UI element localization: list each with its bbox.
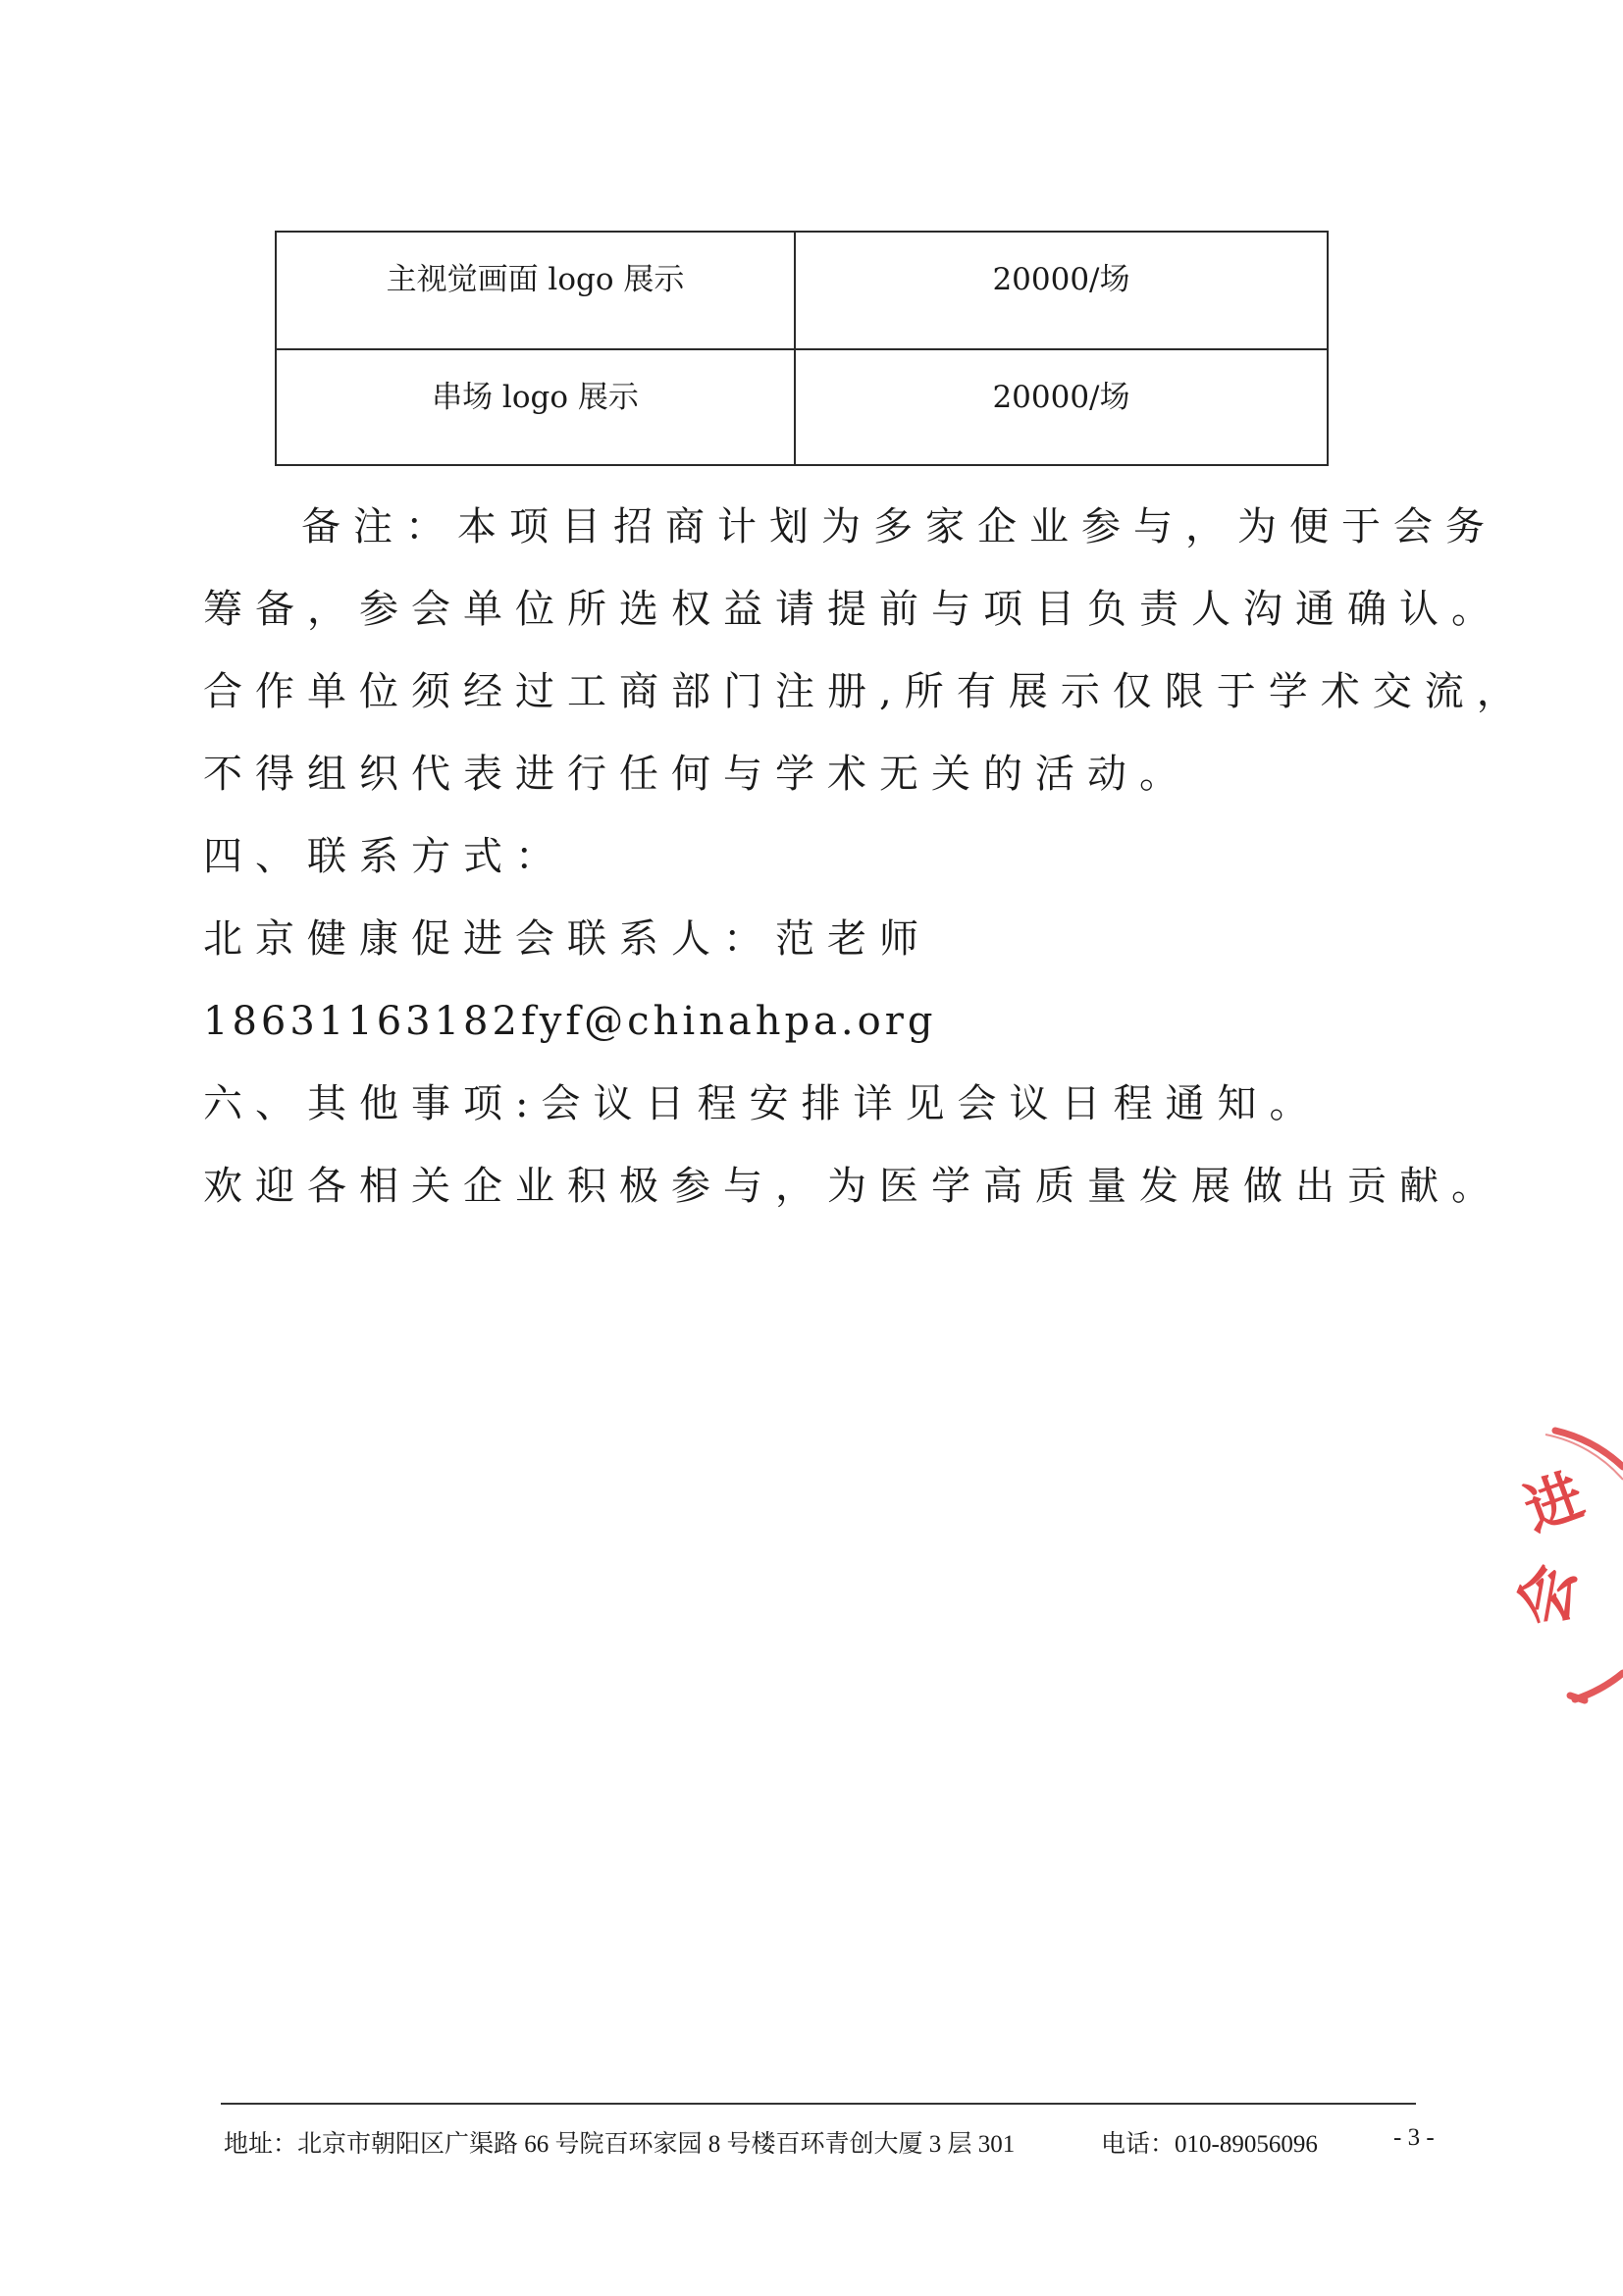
- table-cell-price: 20000/场: [795, 232, 1328, 349]
- page-number: - 3 -: [1393, 2124, 1435, 2151]
- note-paragraph-line: 不得组织代表进行任何与学术无关的活动。: [203, 752, 1191, 797]
- table-cell-item: 主视觉画面 logo 展示: [276, 232, 795, 349]
- red-seal-stamp: [1487, 1423, 1623, 1707]
- other-matters: 六、其他事项:会议日程安排详见会议日程通知。: [203, 1081, 1322, 1126]
- footer-divider: [221, 2103, 1416, 2105]
- body-text: [203, 486, 1529, 1227]
- note-paragraph-line: 备注：本项目招商计划为多家企业参与，为便于会务: [301, 504, 1497, 549]
- contact-phone-email: 18631163182fyf@chinahpa.org: [203, 999, 937, 1044]
- contact-heading: 四、联系方式：: [203, 834, 567, 879]
- seal-char: 会: [1506, 1558, 1589, 1632]
- contact-person: 北京健康促进会联系人：范老师: [203, 916, 931, 962]
- closing-statement: 欢迎各相关企业积极参与，为医学高质量发展做出贡献。: [203, 1164, 1503, 1209]
- footer-phone: 电话：010-89056096: [1101, 2131, 1318, 2158]
- table-cell-price: 20000/场: [795, 349, 1328, 465]
- note-paragraph-line: 筹备，参会单位所选权益请提前与项目负责人沟通确认。: [203, 587, 1503, 632]
- table-row: [276, 349, 1328, 465]
- table-row: [276, 232, 1328, 349]
- pricing-table: [275, 231, 1329, 466]
- footer-address: 地址：北京市朝阳区广渠路 66 号院百环家园 8 号楼百环青创大厦 3 层 301: [224, 2131, 1016, 2158]
- table-cell-item: 串场 logo 展示: [276, 349, 795, 465]
- seal-char: 进: [1515, 1461, 1593, 1544]
- note-paragraph-line: 合作单位须经过工商部门注册,所有展示仅限于学术交流，: [203, 669, 1529, 714]
